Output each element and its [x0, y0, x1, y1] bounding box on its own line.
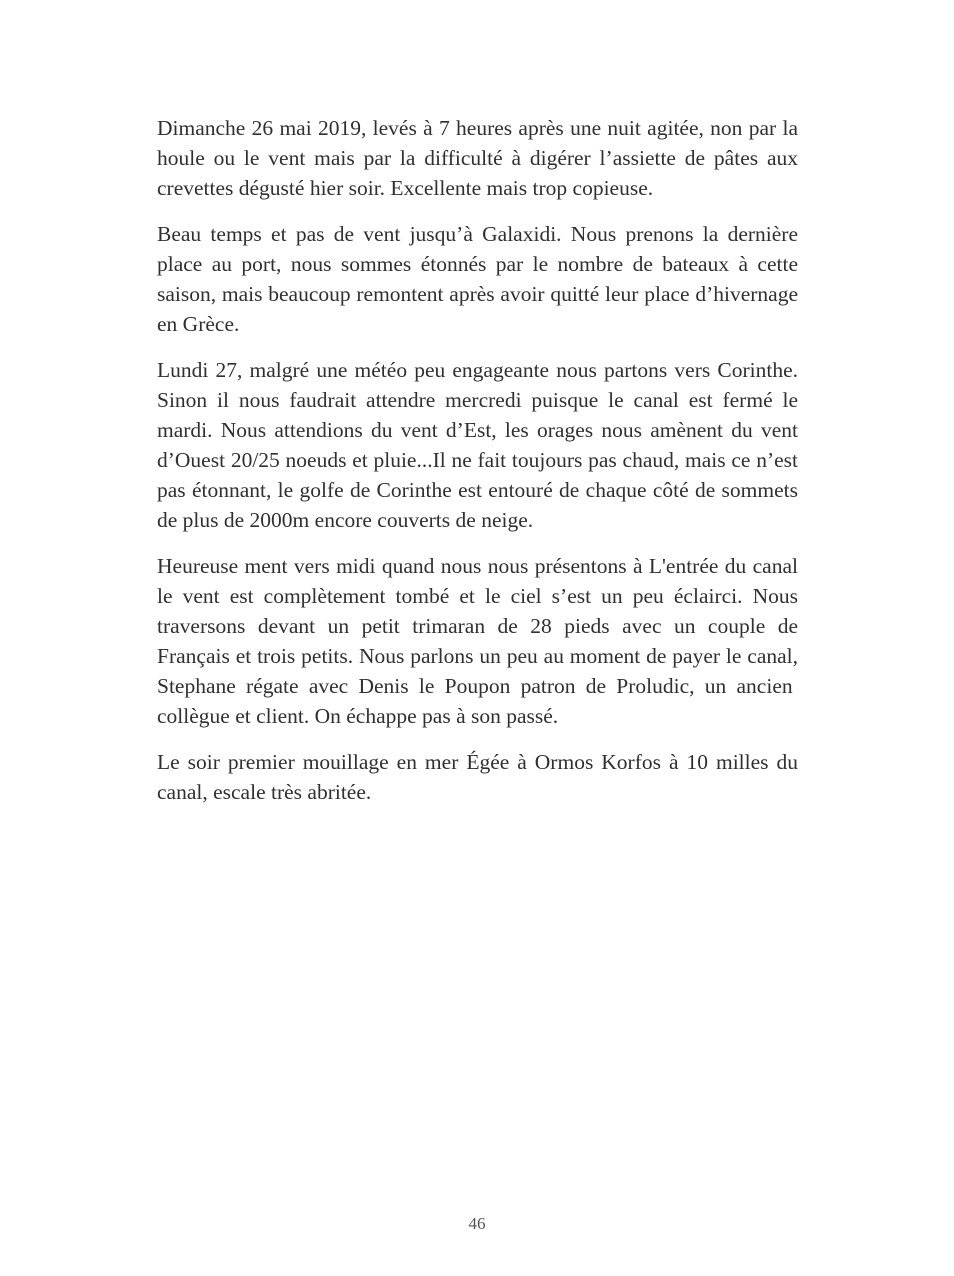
paragraph: Heureuse ment vers midi quand nous nous présentons à L'entrée du canal le vent est complètement tombé et le ciel s’est un peu éclairci. Nous traversons devant un petit trimaran de 28 pieds avec un couple de Français et trois petits. Nous parlons un peu au moment de payer le canal, Stephane régate avec Denis le Poupon patron de Proludic, un ancien collègue et client. On échappe pas à son passé. — [157, 554, 804, 728]
page-number: 46 — [468, 1214, 486, 1233]
paragraph: Le soir premier mouillage en mer Égée à Ormos Korfos à 10 milles du canal, escale très abritée. — [157, 750, 804, 804]
paragraph: Dimanche 26 mai 2019, levés à 7 heures après une nuit agitée, non par la houle ou le vent mais par la difficulté à digérer l’assiette de pâtes aux crevettes dégusté hier soir. Excellente mais trop copieuse. — [157, 116, 804, 200]
text-block — [157, 113, 804, 823]
paragraph: Lundi 27, malgré une météo peu engageante nous partons vers Corinthe. Sinon il nous faudrait attendre mercredi puisque le canal est fermé le mardi. Nous attendions du vent d’Est, les orages nous amènent du vent d’Ouest 20/25 noeuds et pluie...Il ne fait toujours pas chaud, mais ce n’est pas étonnant, le golfe de Corinthe est entouré de chaque côté de sommets de plus de 2000m encore couverts de neige. — [157, 358, 804, 532]
paragraph: Beau temps et pas de vent jusqu’à Galaxidi. Nous prenons la dernière place au port, nous sommes étonnés par le nombre de bateaux à cette saison, mais beaucoup remontent après avoir quitté leur place d’hivernage en Grèce. — [157, 222, 804, 336]
